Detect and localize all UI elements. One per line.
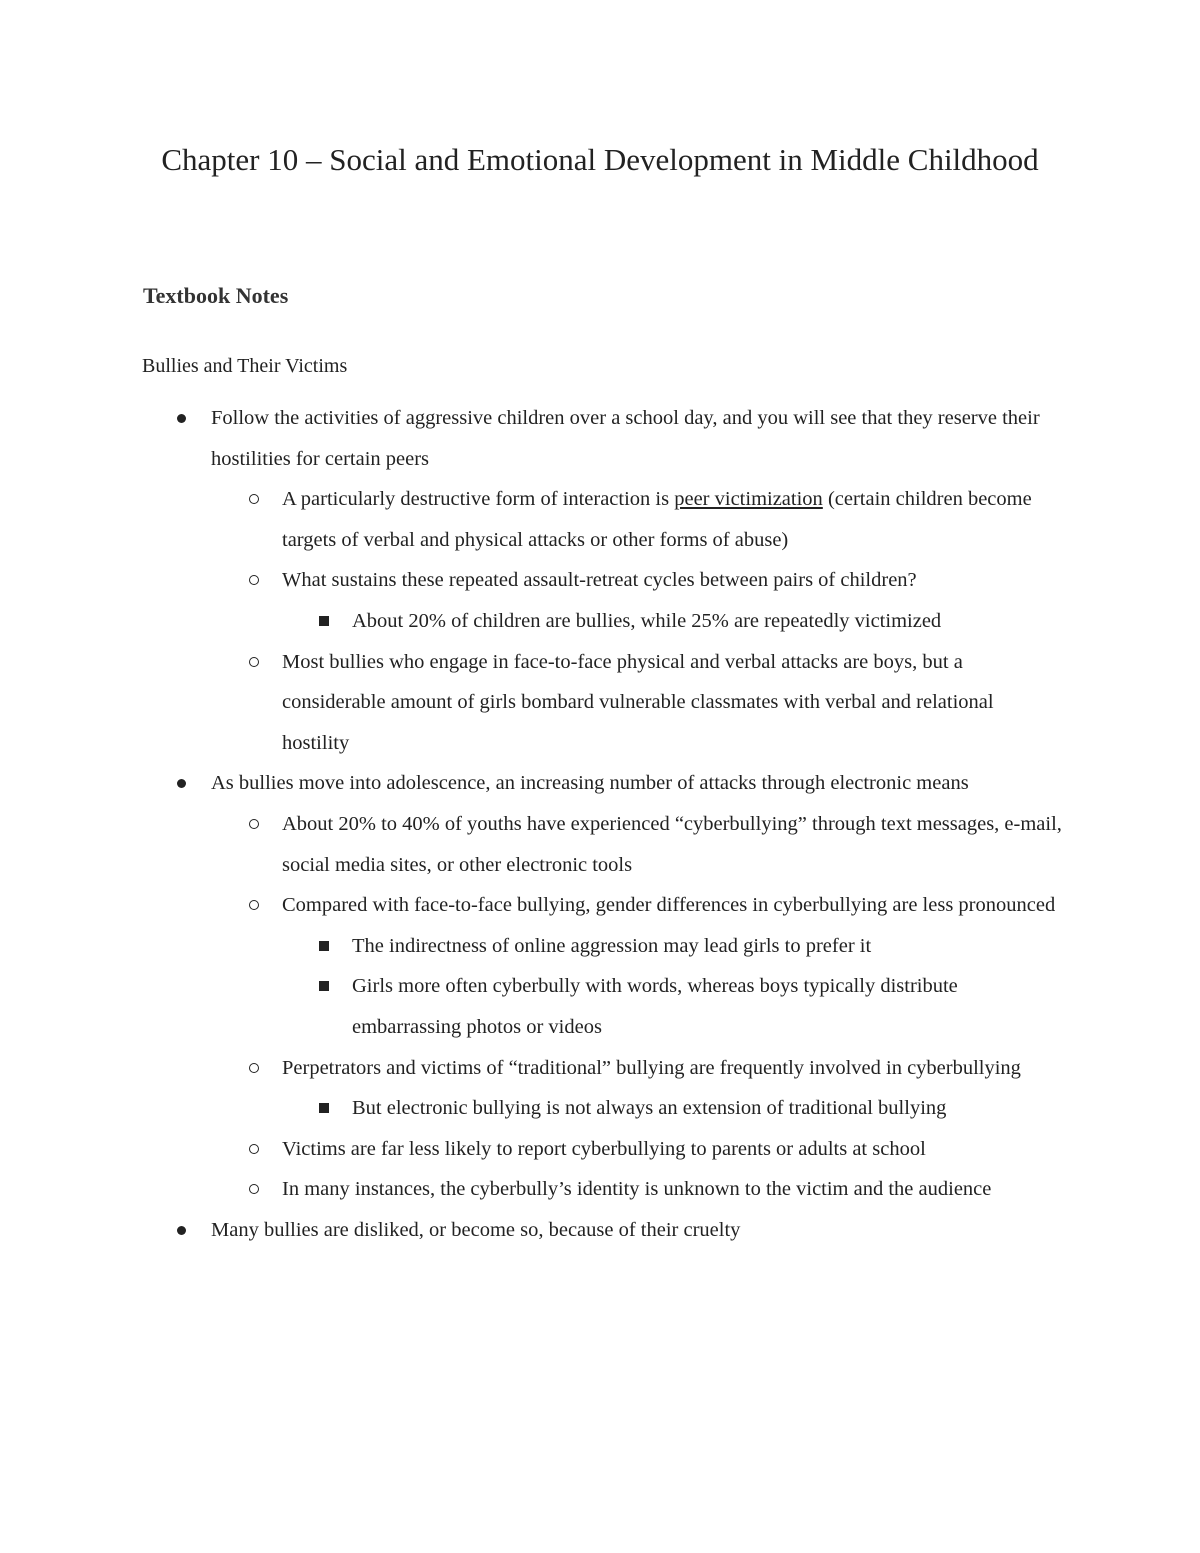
list-item-text: The indirectness of online aggression may lead girls to prefer it: [352, 934, 872, 957]
list-item-text: In many instances, the cyberbully’s identity is unknown to the victim and the audience: [282, 1178, 992, 1201]
bullet-circle-icon: [249, 900, 259, 910]
list-item: [0, 1129, 1062, 1170]
subsection-heading: Bullies and Their Victims: [142, 355, 348, 377]
bullet-circle-icon: [249, 819, 259, 829]
list-item-text: Compared with face-to-face bullying, gender differences in cyberbullying are less pronounced: [282, 894, 1056, 917]
bullet-disc-icon: [177, 1226, 186, 1235]
list-item: [0, 479, 1062, 560]
page-title: Chapter 10 – Social and Emotional Development in Middle Childhood: [161, 142, 1039, 177]
list-item-text: What sustains these repeated assault-retreat cycles between pairs of children?: [282, 569, 917, 592]
list-item: [0, 1088, 1062, 1129]
list-item-text: Girls more often cyberbully with words, whereas boys typically distribute embarrassing photos or videos: [352, 975, 958, 1038]
list-item-text: Perpetrators and victims of “traditional” bullying are frequently involved in cyberbullying: [282, 1056, 1021, 1079]
bullet-circle-icon: [249, 494, 259, 504]
list-item-text-before: A particularly destructive form of interaction is: [282, 488, 675, 511]
bullet-square-icon: [319, 1103, 329, 1113]
list-item-text-after: (certain children become targets of verbal and physical attacks or other forms of abuse): [282, 488, 1032, 551]
bullet-square-icon: [319, 941, 329, 951]
list-item: [0, 1048, 1062, 1089]
bullet-disc-icon: [177, 779, 186, 788]
list-item-text: But electronic bullying is not always an extension of traditional bullying: [352, 1097, 947, 1120]
list-item: [0, 763, 1061, 804]
bullet-circle-icon: [249, 1184, 259, 1194]
list-item: [0, 804, 1062, 885]
bullet-circle-icon: [249, 1063, 259, 1073]
bullet-circle-icon: [249, 575, 259, 585]
list-item: [0, 560, 1062, 601]
bullet-square-icon: [319, 616, 329, 626]
list-item-text: Follow the activities of aggressive children over a school day, and you will see that they reserve their hostilities for certain peers: [211, 407, 1040, 470]
list-item: [0, 1210, 1061, 1251]
list-item: [0, 966, 1062, 1047]
list-item: [0, 398, 1061, 479]
list-item-text: Many bullies are disliked, or become so, because of their cruelty: [211, 1218, 741, 1241]
term-peer-victimization: peer victimization: [674, 488, 823, 511]
bullet-circle-icon: [249, 1144, 259, 1154]
list-item-text: [282, 488, 1032, 551]
bullet-square-icon: [319, 981, 329, 991]
list-item-text: About 20% to 40% of youths have experienced “cyberbullying” through text messages, e-mail, social media sites, or other electronic tools: [282, 812, 1062, 876]
bullet-disc-icon: [177, 414, 186, 423]
list-item: [0, 601, 1062, 642]
list-item: [0, 642, 1062, 764]
list-item: [0, 885, 1062, 926]
section-heading: Textbook Notes: [143, 283, 289, 308]
list-item-text: As bullies move into adolescence, an increasing number of attacks through electronic means: [211, 772, 969, 795]
list-item: [0, 926, 1062, 967]
notes-list: [0, 398, 1200, 1250]
list-item-text: Most bullies who engage in face-to-face physical and verbal attacks are boys, but a considerable amount of girls bombard vulnerable classmates with verbal and relational hostility: [282, 650, 994, 754]
list-item-text: About 20% of children are bullies, while 25% are repeatedly victimized: [352, 609, 942, 632]
list-item-text: Victims are far less likely to report cyberbullying to parents or adults at school: [282, 1137, 926, 1160]
list-item: [0, 1169, 1062, 1210]
bullet-circle-icon: [249, 657, 259, 667]
